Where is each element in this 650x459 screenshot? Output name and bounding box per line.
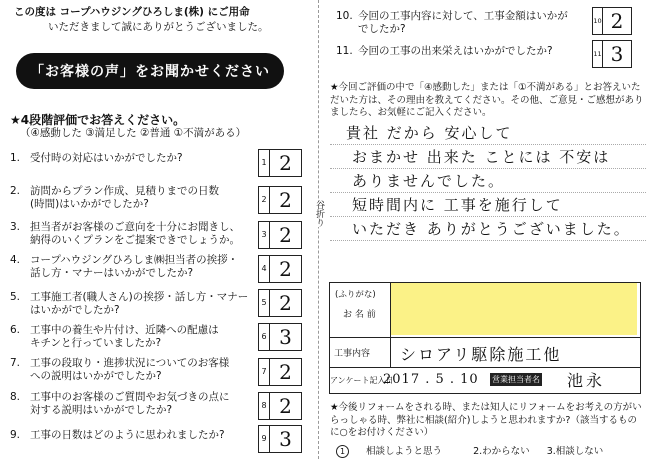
reform-choices [336,443,617,458]
question-3 [10,221,250,247]
question-text: 訪問からプラン作成、見積りまでの日数 [30,185,219,197]
fold-label: 谷折り [311,200,325,227]
question-6 [10,324,250,350]
comment-instructions: ★今回ご評価の中で「④感動した」または「①不満がある」とお答えいただいた方は、その理由を教えてください。その他、ご意見・ご感想がありましたら、お気軽にご記入ください。 [330,82,644,118]
answer-box-number: 9 [259,426,270,452]
question-number: 10. [336,10,353,22]
answer-box-5[interactable] [258,289,302,317]
question-number: 6. [10,324,21,336]
comment-handwriting-3: ありませんでした。 [352,172,506,190]
answer-box-4[interactable] [258,255,302,283]
answer-box-number: 10 [593,8,603,34]
question-text: 担当者がお客様のご意向を十分にお聞きし、 [30,221,240,233]
question-text-cont: 話し方・マナーはいかがでしたか? [30,267,194,279]
answer-box-7[interactable] [258,358,302,386]
intro-line-1: この度は コープハウジングひろしま(株) にご用命 [14,6,250,18]
name-label: お 名 前 [343,310,376,320]
answer-box-9[interactable] [258,425,302,453]
question-number: 8. [10,391,21,403]
answer-box-number: 8 [259,393,270,419]
question-number: 9. [10,429,21,441]
answer-value: 2 [279,151,292,175]
answer-box-6[interactable] [258,323,302,351]
question-text-cont: でしたか? [358,23,406,35]
furigana-label: (ふりがな) [335,290,376,300]
intro-text [14,6,314,34]
answer-box-3[interactable] [258,221,302,249]
customer-voice-banner: 「お客様の声」をお聞かせください [16,53,284,89]
answer-value: 2 [279,394,292,418]
question-text-cont: への説明はいかがでしたか? [30,370,162,382]
question-10 [336,10,586,36]
answer-box-8[interactable] [258,392,302,420]
question-1 [10,152,250,165]
question-11 [336,45,586,58]
question-9 [10,429,250,442]
sales-rep-label: 営業担当者名 [492,375,540,384]
comment-handwriting-1: 貴社 だから 安心して [346,124,513,142]
choice-1-circle: 1 [336,445,349,458]
work-content-value: シロアリ駆除施工他 [400,345,562,364]
answer-value: 2 [279,257,292,281]
answer-box-number: 6 [259,324,270,350]
answer-box-10[interactable] [592,7,632,35]
answer-value: 3 [279,427,292,451]
question-text: 工事の日数はどのように思われましたか? [30,429,225,441]
answer-box-2[interactable] [258,186,302,214]
answer-value: 2 [279,223,292,247]
question-text-cont: はいかがでしたか? [30,304,120,316]
answer-box-number: 3 [259,222,270,248]
answer-value: 3 [610,42,624,66]
comment-handwriting-5: いただき ありがとうございました。 [352,220,631,238]
answer-value: 2 [279,188,292,212]
question-text-cont: キチンと行っていましたか? [30,337,162,349]
survey-date-value: 2017 . 5 . 10 [383,372,479,387]
comment-rule [330,168,646,169]
rating-heading: ★4段階評価でお答えください。 [10,113,186,127]
comment-rule [330,192,646,193]
answer-value: 2 [279,291,292,315]
question-7 [10,357,250,383]
comment-rule [330,216,646,217]
question-number: 7. [10,357,21,369]
question-number: 5. [10,291,21,303]
question-8 [10,391,250,417]
comment-rule [330,240,646,241]
answer-box-1[interactable] [258,149,302,177]
question-text: 今回の工事の出来栄えはいかがでしたか? [358,45,553,57]
question-number: 3. [10,221,21,233]
comment-handwriting-2: おまかせ 出来た ことには 不安は [352,148,611,166]
choice-1-text: 相談しようと思う [366,446,443,457]
fold-line [318,0,319,459]
answer-box-number: 1 [259,150,270,176]
name-redaction-highlight [391,283,637,335]
answer-value: 2 [279,360,292,384]
intro-line-2: いただきまして誠にありがとうございました。 [48,21,269,33]
comment-handwriting-4: 短時間内に 工事を施行して [352,196,563,214]
question-number: 1. [10,152,21,164]
question-5 [10,291,250,317]
answer-box-number: 11 [593,41,603,67]
answer-value: 2 [610,9,624,33]
question-text: 工事中のお客様のご質問やお気づきの点に [30,391,230,403]
choice-2[interactable]: 2.わからない [473,446,530,457]
question-text-cont: 納得のいくプランをご提案できでしょうか。 [30,234,240,246]
answer-box-11[interactable] [592,40,632,68]
sales-rep-value: 池永 [567,371,606,390]
choice-3[interactable]: 3.相談しない [546,446,604,457]
question-text: 工事中の養生や片付け、近隣への配慮は [30,324,219,336]
question-number: 11. [336,45,353,57]
rating-scale: （④感動した ③満足した ②普通 ①不満がある） [20,127,247,139]
question-text: コープハウジングひろしま㈱担当者の挨拶・ [30,254,239,266]
answer-value: 3 [279,325,292,349]
question-2 [10,185,250,211]
question-4 [10,254,250,280]
question-number: 4. [10,254,21,266]
work-content-label: 工事内容 [334,349,371,359]
answer-box-number: 5 [259,290,270,316]
question-text: 今回の工事内容に対して、工事金額はいかが [358,10,568,22]
choice-1[interactable] [336,446,456,457]
question-text-cont: 対する説明はいかがでしたか? [30,404,173,416]
question-text: 受付時の対応はいかがでしたか? [30,152,183,164]
answer-box-number: 2 [259,187,270,213]
reform-question: ★今後リフォームをされる時、または知人にリフォームをお考えの方がいらっしゃる時、弊社に相談(紹介)しようと思われますか?（該当するものに○をお付けください） [330,402,642,438]
question-text: 工事の段取り・進捗状況についてのお客様 [30,357,230,369]
question-text-cont: (時間)はいかがでしたか? [30,198,149,210]
answer-box-number: 7 [259,359,270,385]
answer-box-number: 4 [259,256,270,282]
question-number: 2. [10,185,21,197]
survey-date-label: アンケート記入日 [330,376,394,385]
comment-rule [330,144,646,145]
question-text: 工事施工者(職人さん)の挨拶・話し方・マナー [30,291,249,303]
table-divider [330,337,640,338]
